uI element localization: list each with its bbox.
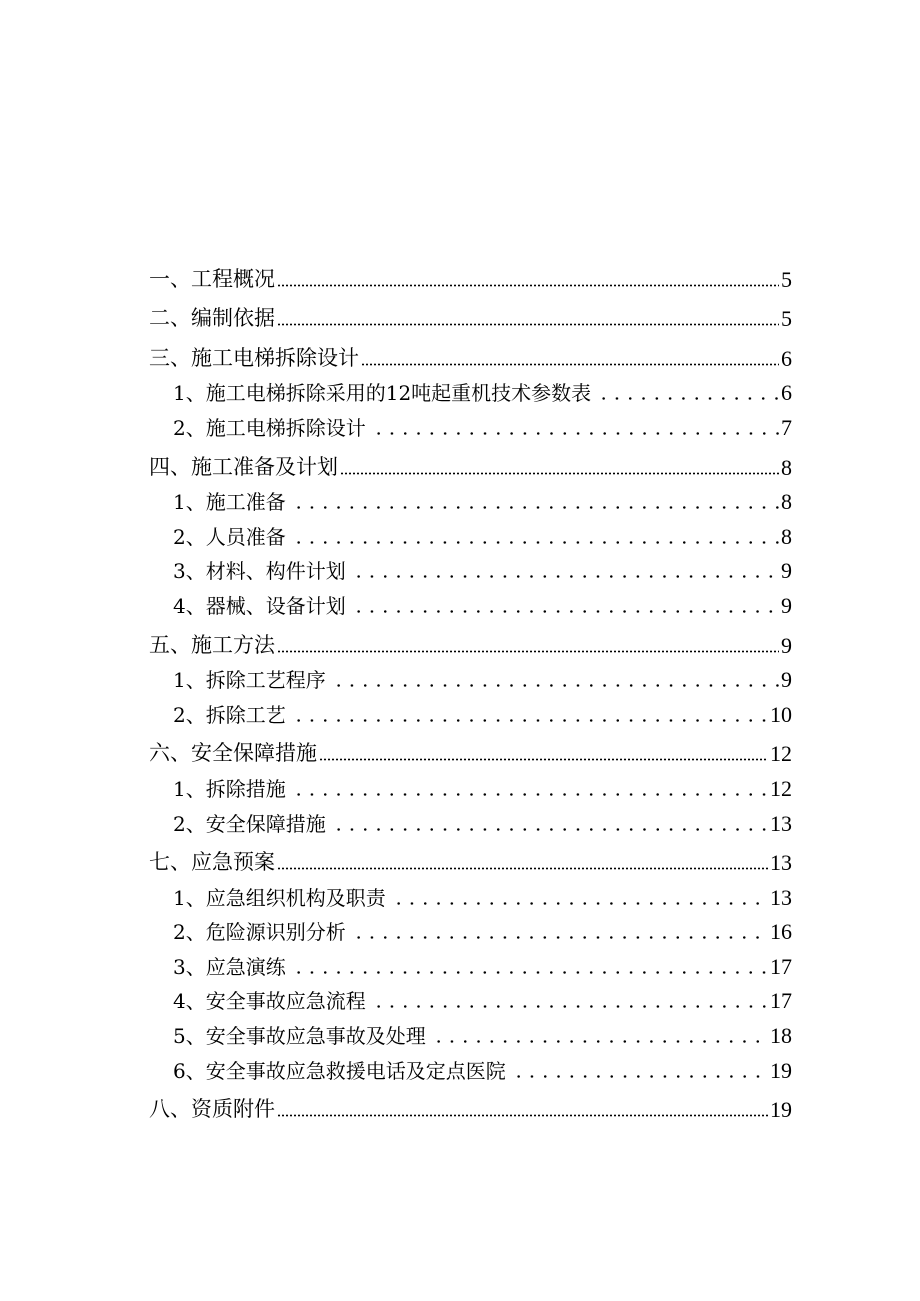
toc-section-entry[interactable] xyxy=(149,842,792,877)
toc-page-number: 12 xyxy=(770,741,792,767)
toc-page-number: 13 xyxy=(770,884,792,910)
toc-subsection-entry[interactable] xyxy=(149,693,792,728)
toc-page-number: 17 xyxy=(770,988,792,1014)
toc-dot-leader xyxy=(361,363,779,366)
toc-subsection-entry[interactable] xyxy=(149,767,792,802)
toc-page-number: 8 xyxy=(781,523,792,549)
toc-page-number: 8 xyxy=(781,489,792,515)
toc-page-number: 12 xyxy=(770,775,792,801)
toc-dot-leader xyxy=(597,397,779,400)
toc-dot-leader xyxy=(352,936,768,939)
toc-dot-leader xyxy=(319,758,768,761)
toc-page-number: 13 xyxy=(770,850,792,876)
toc-section-entry[interactable] xyxy=(149,1089,792,1124)
toc-subsection-entry[interactable] xyxy=(149,980,792,1015)
toc-dot-leader xyxy=(292,971,768,974)
toc-dot-leader xyxy=(277,284,779,287)
toc-section-entry[interactable] xyxy=(149,624,792,659)
toc-page-number: 18 xyxy=(770,1023,792,1049)
toc-subsection-entry[interactable] xyxy=(149,481,792,516)
toc-page-number: 16 xyxy=(770,919,792,945)
toc-entry-title: 2、施工电梯拆除设计 xyxy=(173,415,366,440)
toc-section-entry[interactable] xyxy=(149,733,792,768)
toc-entry-title: 一、工程概况 xyxy=(149,266,275,291)
toc-dot-leader xyxy=(512,1075,768,1078)
toc-page-number: 19 xyxy=(770,1057,792,1083)
toc-dot-leader xyxy=(392,902,768,905)
toc-page-number: 13 xyxy=(770,810,792,836)
toc-entry-title: 1、拆除工艺程序 xyxy=(173,668,326,693)
toc-entry-title: 四、施工准备及计划 xyxy=(149,454,338,479)
toc-entry-title: 2、拆除工艺 xyxy=(173,702,286,727)
toc-subsection-entry[interactable] xyxy=(149,945,792,980)
toc-dot-leader xyxy=(372,432,779,435)
toc-entry-title: 五、施工方法 xyxy=(149,632,275,657)
toc-dot-leader xyxy=(292,719,768,722)
toc-dot-leader xyxy=(277,323,779,326)
toc-page-number: 17 xyxy=(770,953,792,979)
toc-dot-leader xyxy=(332,684,779,687)
table-of-contents xyxy=(149,258,792,1123)
toc-entry-title: 六、安全保障措施 xyxy=(149,741,317,766)
toc-page-number: 9 xyxy=(781,592,792,618)
toc-page-number: 9 xyxy=(781,558,792,584)
toc-entry-title: 4、安全事故应急流程 xyxy=(173,989,366,1014)
toc-entry-title: 3、应急演练 xyxy=(173,954,286,979)
toc-entry-title: 2、危险源识别分析 xyxy=(173,920,346,945)
toc-entry-title: 1、拆除措施 xyxy=(173,776,286,801)
toc-subsection-entry[interactable] xyxy=(149,584,792,619)
toc-entry-title: 1、应急组织机构及职责 xyxy=(173,885,386,910)
toc-dot-leader xyxy=(340,472,779,475)
toc-entry-title: 2、安全保障措施 xyxy=(173,811,326,836)
toc-section-entry[interactable] xyxy=(149,446,792,481)
toc-page-number: 7 xyxy=(781,414,792,440)
toc-dot-leader xyxy=(292,506,779,509)
toc-page-number: 8 xyxy=(781,454,792,480)
toc-subsection-entry[interactable] xyxy=(149,515,792,550)
toc-subsection-entry[interactable] xyxy=(149,802,792,837)
toc-section-entry[interactable] xyxy=(149,258,792,293)
toc-dot-leader xyxy=(277,1114,768,1117)
toc-dot-leader xyxy=(277,867,768,870)
toc-dot-leader xyxy=(372,1005,768,1008)
toc-dot-leader xyxy=(292,793,768,796)
toc-dot-leader xyxy=(277,650,779,653)
toc-entry-title: 6、安全事故应急救援电话及定点医院 xyxy=(173,1058,506,1083)
toc-page-number: 19 xyxy=(770,1097,792,1123)
toc-subsection-entry[interactable] xyxy=(149,406,792,441)
toc-page-number: 9 xyxy=(781,667,792,693)
toc-dot-leader xyxy=(352,610,779,613)
toc-entry-title: 1、施工准备 xyxy=(173,490,286,515)
toc-page-number: 5 xyxy=(781,266,792,292)
toc-dot-leader xyxy=(352,575,779,578)
toc-entry-title: 二、编制依据 xyxy=(149,306,275,331)
toc-subsection-entry[interactable] xyxy=(149,550,792,585)
toc-entry-title: 2、人员准备 xyxy=(173,524,286,549)
toc-section-entry[interactable] xyxy=(149,337,792,372)
toc-entry-title: 4、器械、设备计划 xyxy=(173,593,346,618)
toc-page-number: 9 xyxy=(781,632,792,658)
toc-subsection-entry[interactable] xyxy=(149,372,792,407)
toc-entry-title: 3、材料、构件计划 xyxy=(173,559,346,584)
toc-section-entry[interactable] xyxy=(149,298,792,333)
toc-page-number: 6 xyxy=(781,345,792,371)
toc-entry-title: 1、施工电梯拆除采用的12吨起重机技术参数表 xyxy=(173,381,592,406)
toc-dot-leader xyxy=(292,541,779,544)
toc-dot-leader xyxy=(332,828,768,831)
toc-dot-leader xyxy=(432,1040,768,1043)
toc-subsection-entry[interactable] xyxy=(149,911,792,946)
toc-entry-title: 八、资质附件 xyxy=(149,1097,275,1122)
toc-subsection-entry[interactable] xyxy=(149,876,792,911)
toc-page-number: 5 xyxy=(781,306,792,332)
toc-subsection-entry[interactable] xyxy=(149,1014,792,1049)
toc-page-number: 10 xyxy=(770,701,792,727)
toc-subsection-entry[interactable] xyxy=(149,1049,792,1084)
toc-entry-title: 5、安全事故应急事故及处理 xyxy=(173,1024,426,1049)
toc-entry-title: 三、施工电梯拆除设计 xyxy=(149,345,359,370)
toc-subsection-entry[interactable] xyxy=(149,659,792,694)
toc-page-number: 6 xyxy=(781,380,792,406)
toc-entry-title: 七、应急预案 xyxy=(149,850,275,875)
